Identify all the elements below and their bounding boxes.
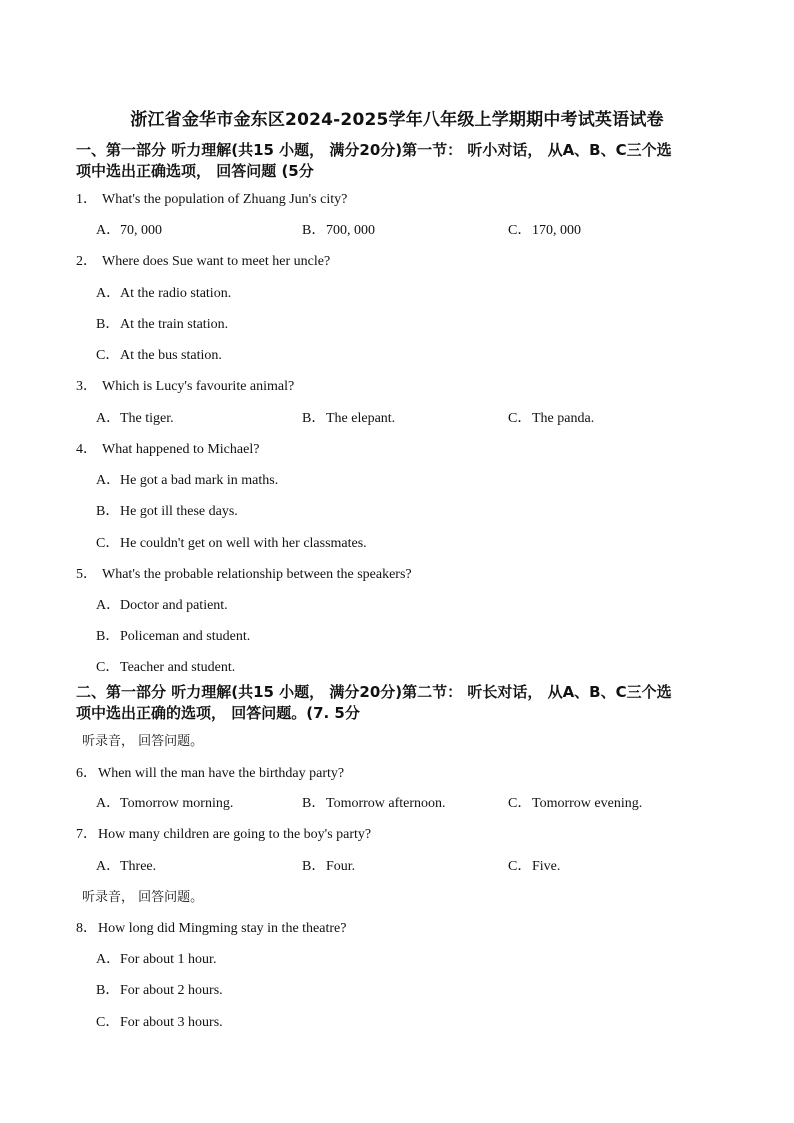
option-c[interactable] <box>96 344 222 364</box>
question-text: What happened to Michael? <box>102 442 260 457</box>
section-heading-line: 项中选出正确的选项， 回答问题。(7. 5分 <box>76 704 360 722</box>
section-heading-line: 二、第一部分 听力理解(共15 小题， 满分20分)第二节： 听长对话， 从A、B、C三个选 <box>76 683 672 701</box>
option-a[interactable] <box>96 407 174 427</box>
section-heading-2 <box>76 682 736 724</box>
option-b[interactable] <box>302 792 446 812</box>
question-5 <box>76 563 412 583</box>
option-text: Three. <box>120 859 157 874</box>
question-text: How long did Mingming stay in the theatre? <box>98 921 347 936</box>
option-c[interactable] <box>508 792 642 812</box>
option-letter: A． <box>96 598 121 613</box>
option-a[interactable] <box>96 282 231 302</box>
question-text: Which is Lucy's favourite animal? <box>102 379 295 394</box>
option-c[interactable] <box>508 407 594 427</box>
option-text: Five. <box>532 859 561 874</box>
option-text: The tiger. <box>120 411 174 426</box>
option-text: He got ill these days. <box>120 504 238 519</box>
option-letter: C． <box>96 1015 120 1030</box>
option-letter: A． <box>96 411 121 426</box>
option-text: He couldn't get on well with her classmates. <box>120 536 367 551</box>
question-7 <box>76 823 371 843</box>
option-text: Tomorrow afternoon. <box>326 796 446 811</box>
option-text: 700, 000 <box>326 223 375 238</box>
option-letter: B． <box>302 223 326 238</box>
option-b[interactable] <box>96 625 250 645</box>
option-letter: C． <box>508 223 532 238</box>
option-letter: C． <box>96 660 120 675</box>
option-text: Doctor and patient. <box>120 598 228 613</box>
question-text: What's the population of Zhuang Jun's city? <box>102 192 348 207</box>
option-text: For about 2 hours. <box>120 983 223 998</box>
option-c[interactable] <box>96 1011 223 1031</box>
option-text: 70, 000 <box>120 223 162 238</box>
option-letter: A． <box>96 286 121 301</box>
option-text: At the bus station. <box>120 348 222 363</box>
option-letter: C． <box>508 796 532 811</box>
question-8 <box>76 917 346 937</box>
question-6 <box>76 762 344 782</box>
question-text: When will the man have the birthday party? <box>98 766 345 781</box>
option-letter: B． <box>302 859 326 874</box>
section-heading-line: 项中选出正确选项， 回答问题 (5分 <box>76 162 314 180</box>
option-a[interactable] <box>96 219 162 239</box>
option-letter: A． <box>96 796 121 811</box>
option-text: Policeman and student. <box>120 629 251 644</box>
option-text: The elepant. <box>326 411 396 426</box>
option-letter: B． <box>96 317 120 332</box>
question-number: 6． <box>76 766 97 781</box>
section-heading-line: 一、第一部分 听力理解(共15 小题， 满分20分)第一节： 听小对话， 从A、B、C三个选 <box>76 141 672 159</box>
option-c[interactable] <box>96 532 367 552</box>
option-text: Four. <box>326 859 356 874</box>
option-letter: C． <box>508 411 532 426</box>
option-letter: C． <box>96 536 120 551</box>
option-letter: B． <box>96 504 120 519</box>
question-2 <box>76 250 330 270</box>
option-letter: C． <box>96 348 120 363</box>
page-title: 浙江省金华市金东区2024-2025学年八年级上学期期中考试英语试卷 <box>130 110 664 130</box>
option-a[interactable] <box>96 855 156 875</box>
question-number: 1． <box>76 192 97 207</box>
option-a[interactable] <box>96 792 233 812</box>
option-text: Teacher and student. <box>120 660 236 675</box>
option-letter: B． <box>302 411 326 426</box>
option-text: Tomorrow evening. <box>532 796 643 811</box>
question-text: How many children are going to the boy's party? <box>98 827 372 842</box>
option-letter: C． <box>508 859 532 874</box>
option-text: For about 1 hour. <box>120 952 217 967</box>
option-b[interactable] <box>96 979 223 999</box>
option-letter: A． <box>96 859 121 874</box>
option-a[interactable] <box>96 469 278 489</box>
option-letter: A． <box>96 473 121 488</box>
option-text: Tomorrow morning. <box>120 796 234 811</box>
question-number: 5． <box>76 567 97 582</box>
question-number: 3． <box>76 379 97 394</box>
option-b[interactable] <box>96 500 238 520</box>
option-letter: B． <box>96 629 120 644</box>
option-c[interactable] <box>508 855 560 875</box>
option-b[interactable] <box>96 313 228 333</box>
question-number: 7． <box>76 827 97 842</box>
option-c[interactable] <box>508 219 581 239</box>
section-heading-1 <box>76 140 736 182</box>
question-text: Where does Sue want to meet her uncle? <box>102 254 331 269</box>
question-number: 4． <box>76 442 97 457</box>
listen-instruction: 听录音， 回答问题。 <box>82 890 204 905</box>
question-text: What's the probable relationship between the speakers? <box>102 567 412 582</box>
option-text: The panda. <box>532 411 595 426</box>
question-4 <box>76 438 259 458</box>
question-number: 8． <box>76 921 97 936</box>
option-b[interactable] <box>302 219 375 239</box>
option-letter: B． <box>302 796 326 811</box>
option-letter: B． <box>96 983 120 998</box>
option-a[interactable] <box>96 948 216 968</box>
option-letter: A． <box>96 952 121 967</box>
option-a[interactable] <box>96 594 228 614</box>
option-b[interactable] <box>302 407 395 427</box>
listen-instruction: 听录音， 回答问题。 <box>82 734 204 749</box>
question-3 <box>76 375 294 395</box>
option-c[interactable] <box>96 656 235 676</box>
option-b[interactable] <box>302 855 355 875</box>
question-number: 2． <box>76 254 97 269</box>
option-text: He got a bad mark in maths. <box>120 473 279 488</box>
option-text: At the train station. <box>120 317 229 332</box>
option-text: For about 3 hours. <box>120 1015 223 1030</box>
option-letter: A． <box>96 223 121 238</box>
question-1 <box>76 188 347 208</box>
option-text: 170, 000 <box>532 223 581 238</box>
option-text: At the radio station. <box>120 286 232 301</box>
